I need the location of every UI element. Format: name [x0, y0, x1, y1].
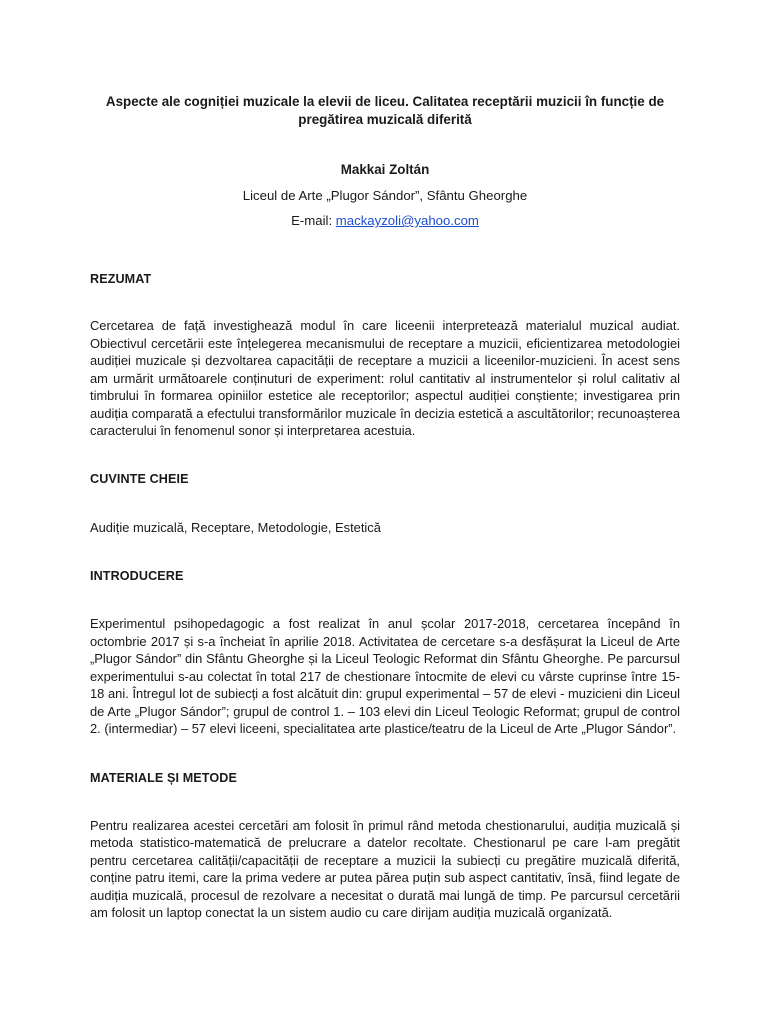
section-heading-keywords: CUVINTE CHEIE: [90, 471, 189, 486]
abstract-paragraph: Cercetarea de față investighează modul în care liceenii interpretează materialul muzical audiat. Obiectivul cercetării este înțelegerea mecanismului de receptare a muzicii, eficientizarea metodologiei audiției muzicale și dezvoltarea capacității de receptare a muzicii a liceenilor-muzicieni. În acest sens am urmărit următoarele conținuturi de experiment: rolul cantitativ al instrumentelor și rolul calitativ al timbrului în formarea opiniilor estetice ale receptorilor; aspectul audiției conștiente; investigarea prin audiția comparată a efectului transformărilor muzicale în decizia estetică a ascultătorilor; recunoașterea caracterului în fenomenul sonor și interpretarea acestuia.: [90, 318, 680, 438]
email-link[interactable]: mackayzoli@yahoo.com: [335, 213, 479, 228]
keywords-paragraph: Audiție muzicală, Receptare, Metodologie, Estetică: [90, 519, 381, 535]
author-email-line: [90, 212, 680, 230]
paper-title: Aspecte ale cogniției muzicale la elevii de liceu. Calitatea receptării muzicii în funcție de pregătirea muzicală diferită: [105, 94, 665, 127]
author-name: Makkai Zoltán: [340, 162, 430, 177]
author-affiliation: Liceul de Arte „Plugor Sándor”, Sfântu Gheorghe: [242, 188, 528, 203]
section-heading-rezumat: REZUMAT: [90, 272, 152, 286]
section-heading-introduction: INTRODUCERE: [90, 569, 184, 583]
section-heading-materials-methods: MATERIALE ȘI METODE: [90, 770, 237, 785]
email-label: E-mail:: [291, 213, 336, 228]
materials-methods-paragraph: Pentru realizarea acestei cercetări am folosit în primul rând metoda chestionarului, audiția muzicală și metoda statistico-matematică de prelucrare a datelor recoltate. Chestionarul pe care l-am pregătit pentru cercetarea calității/capacității de receptare a muzicii la subiecți cu pregătire muzicală diferită, conține patru itemi, care la prima vedere ar putea părea puțin sub aspect cantitativ, însă, fiind legate de audiția muzicală, procesul de rezolvare a necesitat o durată mai lungă de timp. Pe parcursul cercetării am folosit un laptop conectat la un sistem audio cu care dirijam audiția muzicală organizată.: [90, 817, 680, 920]
introduction-paragraph: Experimentul psihopedagogic a fost realizat în anul școlar 2017-2018, cercetarea începând în octombrie 2017 și s-a încheiat în aprilie 2018. Activitatea de cercetare s-a desfășurat la Liceul de Arte „Plugor Sándor” din Sfântu Gheorghe și la Liceul Teologic Reformat din Sfântu Gheorghe. Pe parcursul experimentului s-au colectat în total 217 de chestionare întocmite de elevi cu vârste cuprinse între 15-18 ani. Întregul lot de subiecți a fost alcătuit din: grupul experimental – 57 de elevi - muzicieni din Liceul de Arte „Plugor Sándor”; grupul de control 1. – 103 elevi din Liceul Teologic Reformat; grupul de control 2. (intermediar) – 57 elevi liceeni, specialitatea arte plastice/teatru de la Liceul de Arte „Plugor Sándor”.: [90, 616, 680, 736]
